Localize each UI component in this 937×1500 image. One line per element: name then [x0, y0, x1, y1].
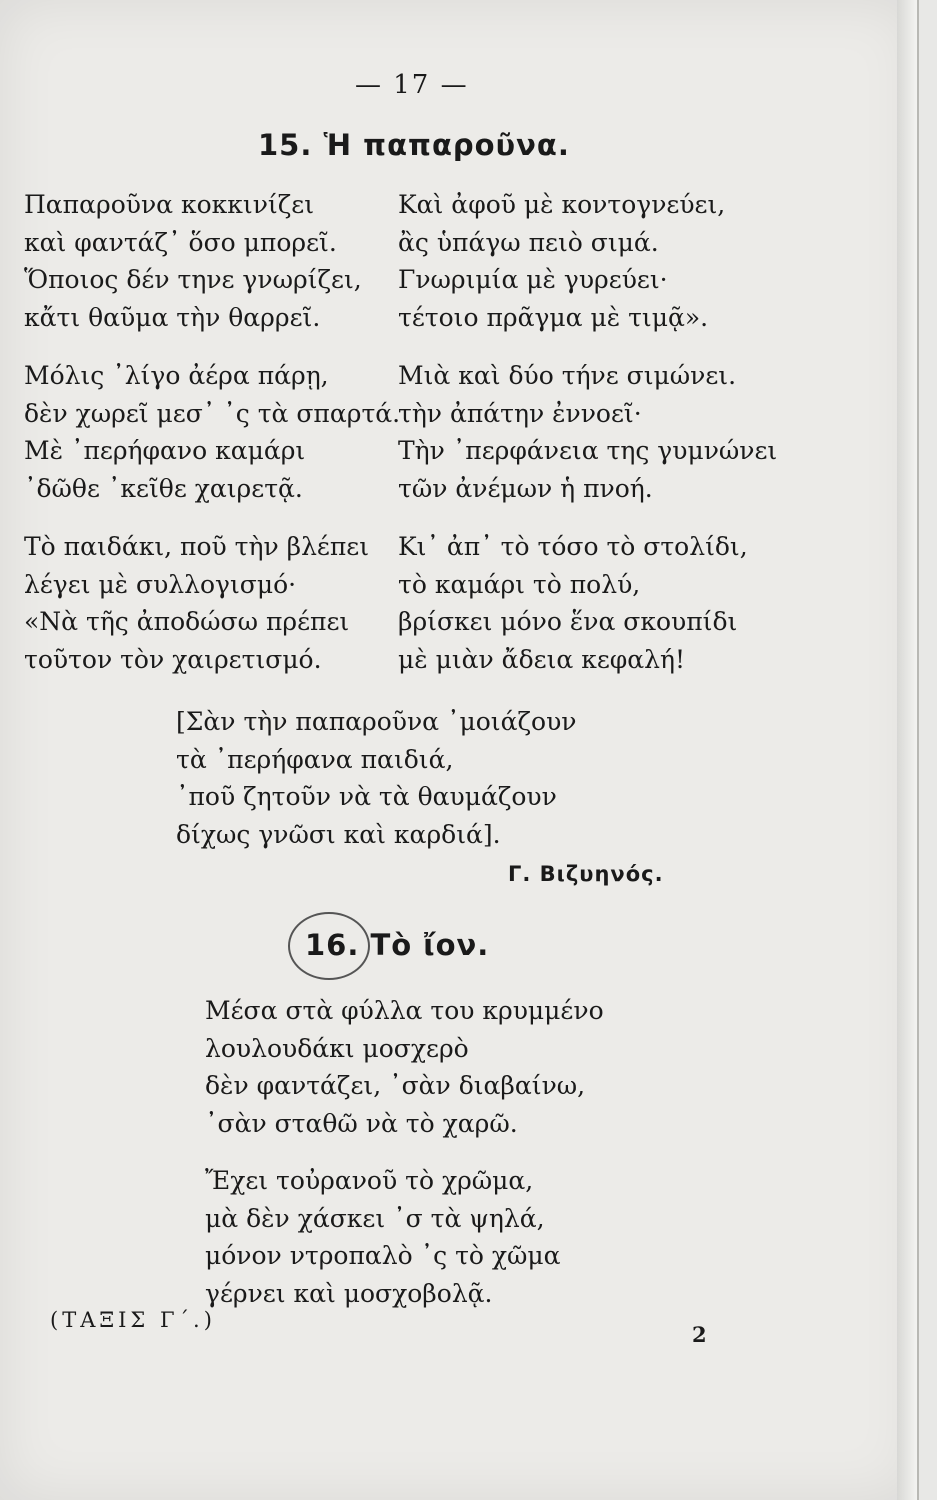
verse-line: μὲ μιὰν ἄδεια κεφαλή! — [398, 644, 686, 674]
verse-line: γέρνει καὶ μοσχοβολᾷ. — [205, 1278, 493, 1308]
poem-15-title: 15. Ἡ παπαροῦνα. — [258, 128, 570, 162]
verse-line: λέγει μὲ συλλογισμό· — [24, 569, 297, 599]
verse-line: Ἔχει τοὐρανοῦ τὸ χρῶμα, — [205, 1166, 534, 1195]
stanza — [205, 992, 604, 1142]
verse-line: βρίσκει μόνο ἕνα σκουπίδι — [398, 607, 738, 636]
signature-number: 2 — [692, 1322, 707, 1347]
verse-line: Κι᾽ ἀπ᾽ τὸ τόσο τὸ στολίδι, — [398, 532, 748, 561]
verse-line: ᾽σὰν σταθῶ νὰ τὸ χαρῶ. — [205, 1108, 518, 1138]
verse-line: κἄτι θαῦμα τὴν θαρρεῖ. — [24, 302, 321, 332]
verse-line: λουλουδάκι μοσχερὸ — [205, 1033, 469, 1063]
verse-line: Καὶ ἀφοῦ μὲ κοντογνεύει, — [398, 190, 726, 219]
verse-line: «Νὰ τῆς ἀποδώσω πρέπει — [24, 607, 350, 636]
closing-stanza — [176, 703, 577, 853]
verse-line: [Σὰν τὴν παπαροῦνα ᾽μοιάζουν — [176, 707, 577, 736]
stanza — [24, 186, 362, 336]
verse-line: Ὅποιος δέν τηνε γνωρίζει, — [24, 265, 362, 294]
verse-line: Παπαροῦνα κοκκινίζει — [24, 190, 315, 219]
verse-line: τὴν ἀπάτην ἐννοεῖ· — [398, 398, 642, 428]
verse-line: τῶν ἀνέμων ἡ πνοή. — [398, 473, 653, 503]
page-number: — 17 — — [355, 70, 469, 100]
verse-line: μόνον ντροπαλὸ ᾽ς τὸ χῶμα — [205, 1241, 561, 1270]
verse-line: τέτοιο πρᾶγμα μὲ τιμᾷ». — [398, 302, 709, 332]
verse-line: δὲν χωρεῖ μεσ᾽ ᾽ς τὰ σπαρτά. — [24, 398, 401, 428]
verse-line: ᾽ποῦ ζητοῦν νὰ τὰ θαυμάζουν — [176, 782, 557, 811]
verse-line: καὶ φαντάζ᾽ ὅσο μπορεῖ. — [24, 227, 337, 257]
stanza — [398, 357, 777, 507]
page-edge — [897, 0, 917, 1500]
verse-line: δὲν φαντάζει, ᾽σὰν διαβαίνω, — [205, 1071, 586, 1100]
footer-class-label: (ΤΑΞΙΣ Γ΄.) — [50, 1308, 216, 1332]
verse-line: τὰ ᾽περήφανα παιδιά, — [176, 744, 454, 774]
verse-line: ἂς ὑπάγω πειὸ σιμά. — [398, 227, 659, 257]
verse-line: Τὸ παιδάκι, ποῦ τὴν βλέπει — [24, 532, 370, 561]
poem-16-title: 16. Τὸ ἴον. — [305, 928, 490, 962]
verse-line: Μιὰ καὶ δύο τήνε σιμώνει. — [398, 361, 737, 390]
poem-author: Γ. Βιζυηνός. — [508, 862, 664, 886]
verse-line: μὰ δὲν χάσκει ᾽σ τὰ ψηλά, — [205, 1203, 545, 1233]
verse-line: Μέσα στὰ φύλλα του κρυμμένο — [205, 996, 604, 1025]
verse-line: Γνωριμία μὲ γυρεύει· — [398, 265, 668, 294]
verse-line: δίχως γνῶσι καὶ καρδιά]. — [176, 819, 501, 849]
stanza — [24, 528, 369, 678]
stanza — [205, 1162, 561, 1312]
stanza — [398, 528, 748, 678]
verse-line: ᾽δῶθε ᾽κεῖθε χαιρετᾷ. — [24, 473, 303, 503]
verse-line: Μόλις ᾽λίγο ἀέρα πάρῃ, — [24, 361, 329, 390]
verse-line: τοῦτον τὸν χαιρετισμό. — [24, 644, 322, 674]
stanza — [398, 186, 725, 336]
stanza — [24, 357, 400, 507]
verse-line: Μὲ ᾽περήφανο καμάρι — [24, 436, 306, 465]
verse-line: τὸ καμάρι τὸ πολύ, — [398, 569, 641, 599]
verse-line: Τὴν ᾽περφάνεια της γυμνώνει — [398, 436, 778, 465]
